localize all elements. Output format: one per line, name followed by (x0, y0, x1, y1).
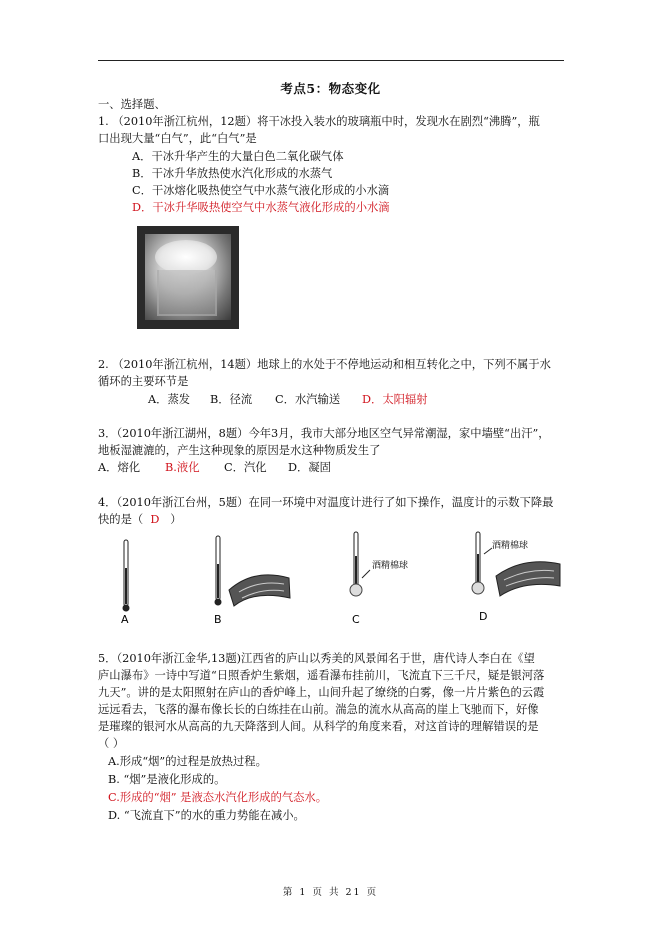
q1-option-d-answer: D．干冰升华吸热使空气中水蒸气液化形成的小水滴 (132, 201, 390, 214)
q5-stem-line6: （ ） (98, 737, 125, 750)
fig-label-c: C (352, 613, 360, 626)
q5-option-d: D. “飞流直下”的水的重力势能在减小。 (108, 809, 305, 822)
q3-option-b-answer: B.液化 (165, 461, 200, 474)
q1-stem-line2: 口出现大量“白气”，此“白气”是 (98, 132, 257, 145)
q4-stem-line1: 4．（2010年浙江台州，5题）在同一环境中对温度计进行了如下操作，温度计的示数下降最 (98, 496, 554, 509)
q3-stem-line1: 3．（2010年浙江湖州，8题）今年3月，我市大部分地区空气异常潮湿，家中墙壁“出汗”， (98, 427, 550, 440)
q5-stem-line5: 是璀璨的银河水从高高的九天降落到人间。从科学的角度来看，对这首诗的理解错误的是 (98, 720, 539, 733)
dry-ice-photo (137, 226, 239, 329)
q5-option-b: B. “烟”是液化形成的。 (108, 773, 226, 786)
q2-stem-line1: 2. （2010年浙江杭州，14题）地球上的水处于不停地运动和相互转化之中，下列不属于水 (98, 358, 551, 371)
figure-a (121, 540, 130, 626)
figure-c (350, 532, 408, 626)
q1-option-c: C．干冰熔化吸热使空气中水蒸气液化形成的小水滴 (132, 184, 390, 197)
q5-option-c-answer: C.形成的“烟” 是液态水汽化形成的气态水。 (108, 791, 328, 804)
q5-stem-line2: 庐山瀑布》一诗中写道“日照香炉生紫烟，遥看瀑布挂前川，飞流直下三千尺，疑是银河落 (98, 669, 545, 682)
q4-stem-prefix: 快的是（ (98, 513, 144, 526)
q2-option-d-answer: D．太阳辐射 (362, 393, 428, 406)
page-title: 考点5：物态变化 (280, 81, 381, 96)
fig-d-ball-label: 酒精棉球 (492, 541, 529, 551)
fig-label-d: D (479, 610, 488, 623)
q5-stem-line4: 远远看去，飞落的瀑布像长长的白练挂在山前。湍急的流水从高高的崖上飞驰而下，好像 (98, 703, 539, 716)
q5-stem-line1: 5．（2010年浙江金华,13题)江西省的庐山以秀美的风景闻名于世，唐代诗人李白在《望 (98, 652, 535, 665)
thermometer-figures (104, 528, 564, 633)
figure-d (472, 532, 560, 623)
q5-stem-line3: 九天”。讲的是太阳照射在庐山的香炉峰上，山间升起了缭绕的白雾，像一片片紫色的云霞 (98, 686, 545, 699)
fig-label-b: B (214, 613, 222, 626)
header-rule (98, 60, 564, 61)
q4-stem-line2 (98, 511, 182, 528)
q2-option-c: C．水汽输送 (275, 393, 341, 406)
q3-stem-line2: 地板湿漉漉的，产生这种现象的原因是水这种物质发生了 (98, 444, 381, 457)
page-footer: 第 1 页 共 21 页 (282, 887, 379, 898)
fig-c-ball-label: 酒精棉球 (372, 561, 409, 571)
section-heading: 一、选择题、 (98, 98, 166, 111)
q4-stem-suffix: ） (170, 513, 182, 526)
q2-option-b: B．径流 (210, 393, 253, 406)
q1-option-b: B．干冰升华放热使水汽化形成的水蒸气 (132, 167, 333, 180)
q3-option-d: D．凝固 (288, 461, 331, 474)
figure-b (214, 536, 290, 626)
q2-stem-line2: 循环的主要环节是 (98, 375, 189, 388)
q3-option-c: C．汽化 (224, 461, 267, 474)
q1-option-a: A．干冰升华产生的大量白色二氧化碳气体 (132, 150, 344, 163)
q5-option-a: A.形成“烟”的过程是放热过程。 (108, 755, 267, 768)
q2-option-a: A．蒸发 (148, 393, 191, 406)
q3-option-a: A．熔化 (98, 461, 141, 474)
q4-answer: D (150, 513, 160, 526)
q1-stem-line1: 1. （2010年浙江杭州，12题）将干冰投入装水的玻璃瓶中时，发现水在剧烈“沸腾”，瓶 (98, 115, 540, 128)
fig-label-a: A (121, 613, 129, 626)
